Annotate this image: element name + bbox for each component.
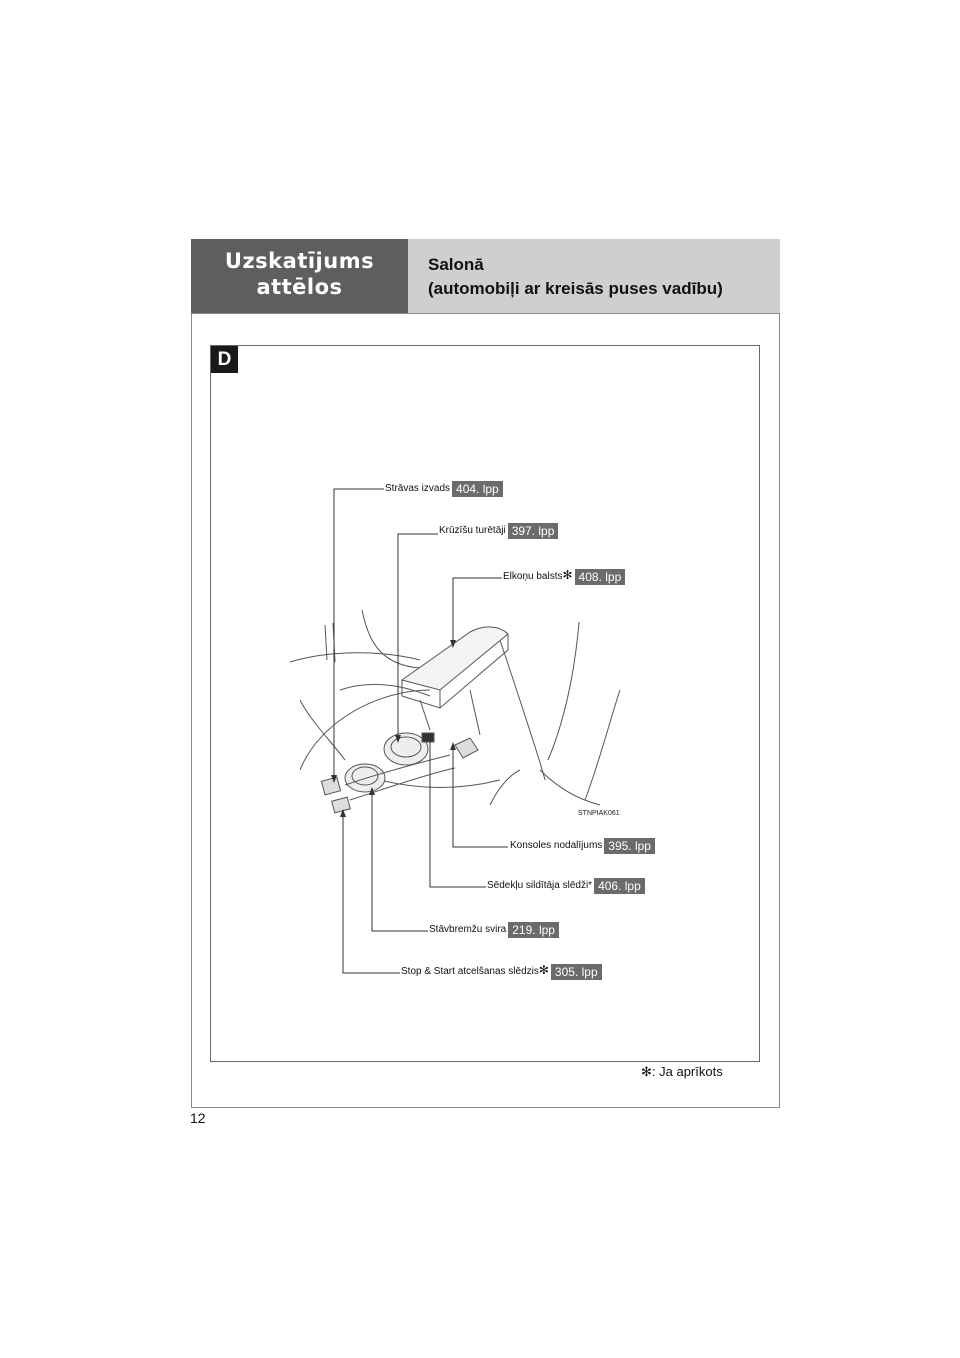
- page-ref[interactable]: 219. lpp: [508, 922, 559, 938]
- callout-power-outlet: [385, 481, 503, 497]
- callout-label: Strāvas izvads: [385, 483, 451, 494]
- callout-label: Sēdekļu sildītāja slēdži*: [487, 880, 593, 891]
- footnote: [641, 1064, 723, 1080]
- page-ref[interactable]: 395. lpp: [604, 838, 655, 854]
- callout-label: Elkoņu balsts: [503, 571, 563, 582]
- callout-console-box: [510, 838, 655, 854]
- callout-label: Krūzīšu turētāji: [439, 525, 506, 536]
- callout-armrest: [503, 569, 625, 585]
- equipped-star-icon: ✻: [562, 568, 573, 582]
- callout-label: Konsoles nodalījums: [510, 840, 603, 851]
- page-title-line1: Salonā: [428, 255, 484, 274]
- section-header-line2: attēlos: [256, 275, 343, 299]
- callout-parking-brake: [429, 922, 559, 938]
- callout-label: Stāvbremžu svira: [429, 924, 507, 935]
- page-title-line2: (automobiļi ar kreisās puses vadību): [428, 279, 723, 298]
- callout-label: Stop & Start atcelšanas slēdzis: [401, 966, 539, 977]
- callout-stop-start-switch: [401, 964, 602, 980]
- image-code: STNPIAK061: [578, 810, 620, 817]
- equipped-star-icon: ✻: [641, 1064, 652, 1079]
- equipped-star-icon: ✻: [538, 963, 549, 977]
- callout-seat-heater-switches: [487, 878, 645, 894]
- page-ref[interactable]: 305. lpp: [551, 964, 602, 980]
- page-ref[interactable]: 404. lpp: [452, 481, 503, 497]
- page-ref[interactable]: 397. lpp: [508, 523, 559, 539]
- footnote-text: : Ja aprīkots: [651, 1064, 723, 1079]
- section-header-line1: Uzskatījums: [224, 249, 375, 273]
- section-badge: D: [211, 346, 238, 373]
- page-number: 12: [190, 1110, 206, 1126]
- callout-cup-holders: [439, 523, 558, 539]
- page-ref[interactable]: 406. lpp: [594, 878, 645, 894]
- page-ref[interactable]: 408. lpp: [575, 569, 626, 585]
